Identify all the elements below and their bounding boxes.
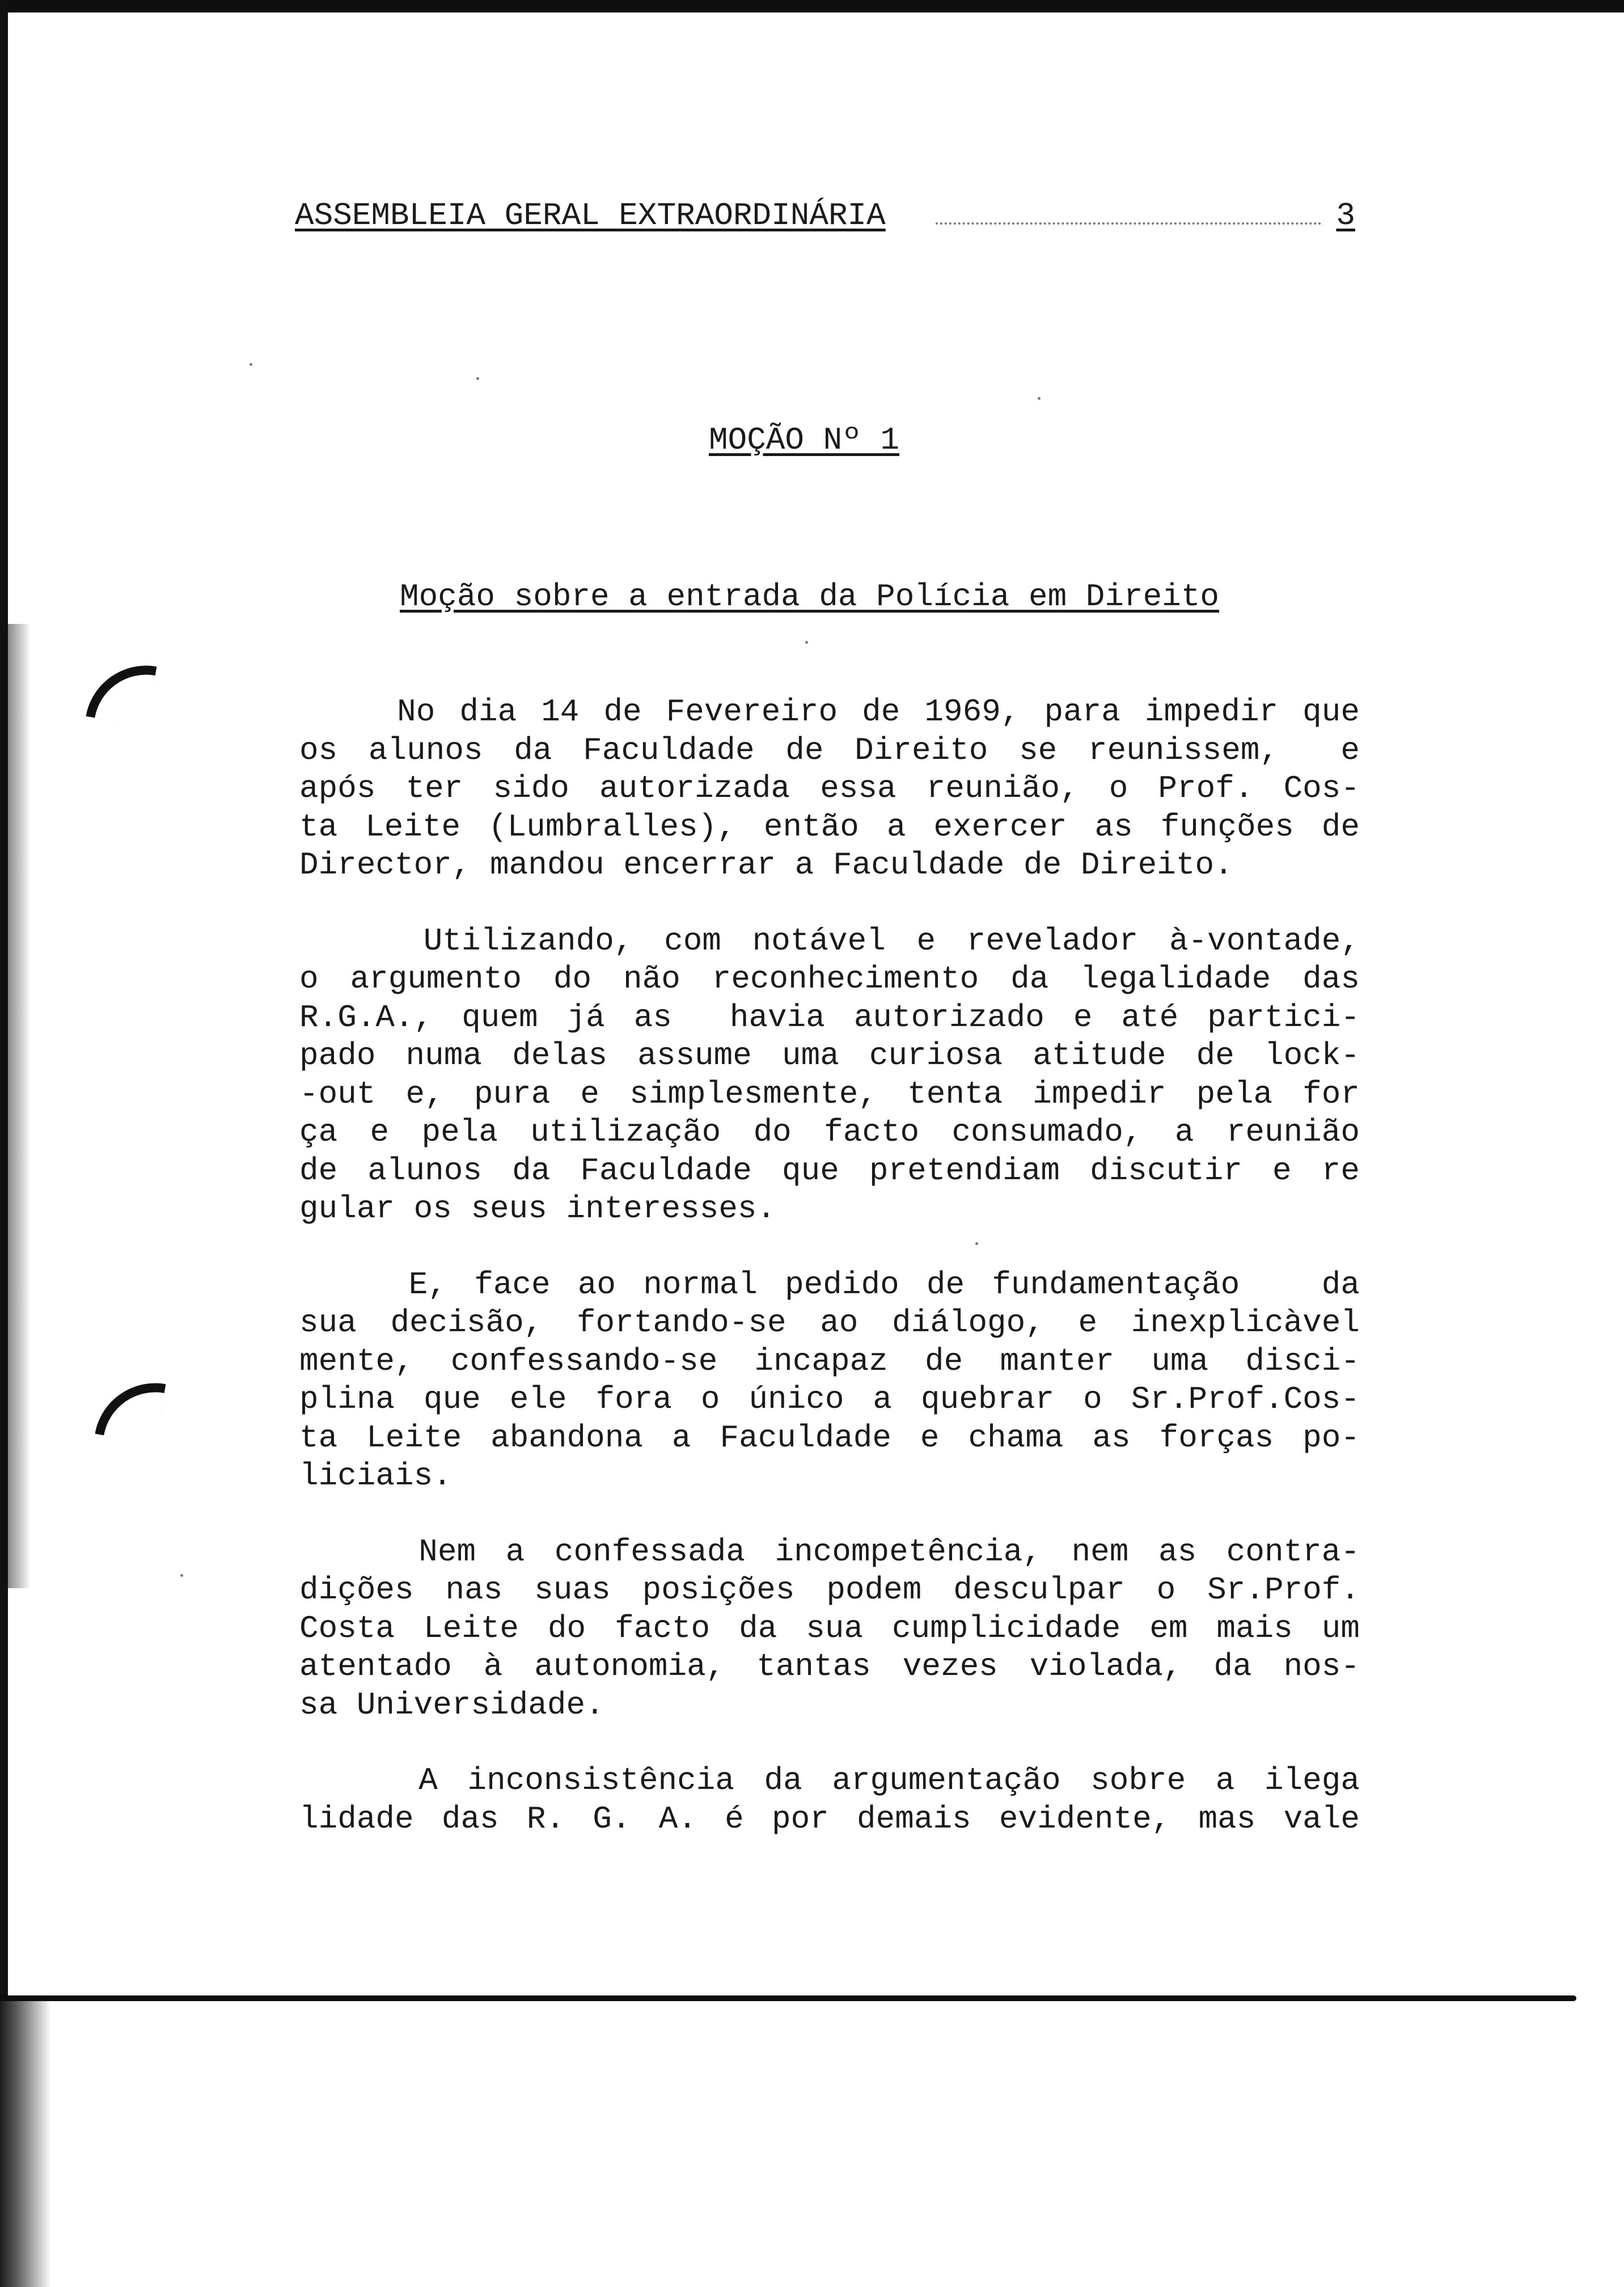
scan-speck (805, 641, 808, 644)
scan-left-shadow (8, 624, 31, 1588)
text-line: Director, mandou encerrar a Faculdade de Direito. (299, 847, 1233, 883)
page-number: 3 (1336, 197, 1355, 234)
paragraph (299, 1533, 1360, 1725)
header-leader-dots (936, 222, 1321, 225)
motion-subtitle: Moção sobre a entrada da Polícia em Direito (400, 579, 1220, 615)
paragraph (299, 1762, 1360, 1838)
text-line: dições nas suas posições podem desculpar o Sr.Prof. (299, 1572, 1360, 1608)
punch-hole-mark (86, 656, 157, 727)
text-line: atentado à autonomia, tantas vezes violada, da nos- (299, 1648, 1360, 1685)
text-line: sa Universidade. (299, 1686, 604, 1723)
text-line: liciais. (299, 1458, 452, 1494)
text-line: gular os seus interesses. (299, 1191, 776, 1227)
scan-bottom-shadow (0, 2001, 51, 2287)
text-line: R.G.A., quem já as havia autorizado e até partici- (299, 999, 1360, 1036)
text-line: pado numa delas assume uma curiosa atitude de lock- (299, 1037, 1360, 1074)
scan-speck (476, 377, 479, 380)
text-line: ta Leite (Lumbralles), então a exercer as funções de (299, 808, 1360, 845)
text-line: ça e pela utilização do facto consumado, a reunião (299, 1114, 1360, 1150)
text-line: os alunos da Faculdade de Direito se reunissem, e (299, 732, 1360, 769)
text-line: plina que ele fora o único a quebrar o Sr.Prof.Cos- (299, 1381, 1360, 1417)
text-line: No dia 14 de Fevereiro de 1969, para impedir que (299, 694, 1360, 730)
punch-hole-mark (95, 1373, 166, 1444)
text-line: de alunos da Faculdade que pretendiam discutir e re (299, 1152, 1360, 1189)
scan-speck (249, 363, 252, 366)
paragraph (299, 922, 1360, 1229)
scan-left-edge (0, 0, 8, 2287)
text-line: Costa Leite do facto da sua cumplicidade em mais um (299, 1610, 1360, 1647)
paragraph (299, 693, 1360, 885)
text-line: Utilizando, com notável e revelador à-vontade, (299, 922, 1360, 959)
text-line: o argumento do não reconhecimento da legalidade das (299, 961, 1360, 997)
header-title: ASSEMBLEIA GERAL EXTRAORDINÁRIA (295, 197, 886, 234)
scan-speck (1038, 397, 1041, 400)
text-line: E, face ao normal pedido de fundamentação da (299, 1266, 1360, 1303)
scan-speck (180, 1574, 183, 1577)
text-line: mente, confessando-se incapaz de manter uma disci- (299, 1343, 1360, 1379)
page-header (295, 197, 1355, 237)
text-line: Nem a confessada incompetência, nem as contra- (299, 1533, 1360, 1570)
paragraph (299, 1266, 1360, 1496)
text-line: ta Leite abandona a Faculdade e chama as forças po- (299, 1419, 1360, 1456)
text-line: -out e, pura e simplesmente, tenta impedir pela for (299, 1075, 1360, 1112)
text-line: sua decisão, fortando-se ao diálogo, e inexplicàvel (299, 1305, 1360, 1341)
scan-top-edge (0, 0, 1624, 12)
motion-body (299, 693, 1360, 1876)
text-line: A inconsistência da argumentação sobre a ilega (299, 1762, 1360, 1799)
motion-number: MOÇÃO Nº 1 (709, 422, 900, 458)
scan-bottom-edge (0, 1995, 1576, 2001)
text-line: após ter sido autorizada essa reunião, o Prof. Cos- (299, 770, 1360, 807)
text-line: lidade das R. G. A. é por demais evidente, mas vale (299, 1800, 1360, 1837)
